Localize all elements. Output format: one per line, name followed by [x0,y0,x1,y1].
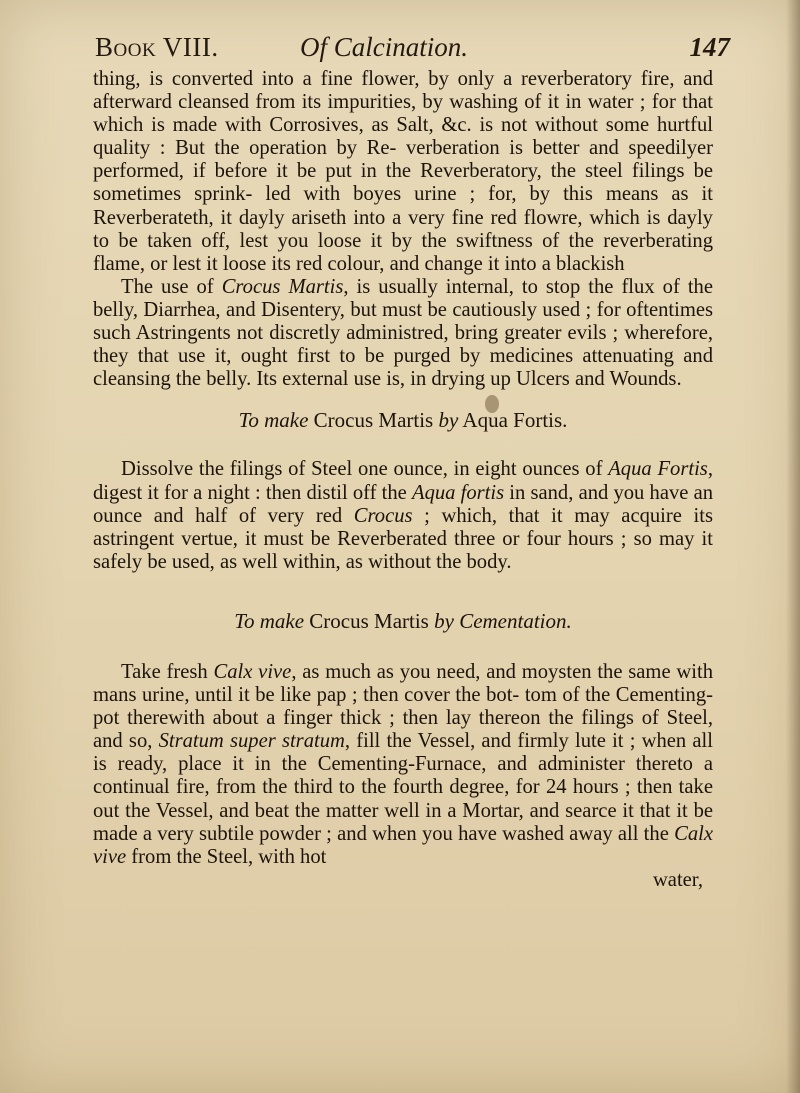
running-header [95,30,730,70]
text-line: in water ; for that which is made with Corrosives, as Salt, &c. [93,91,713,137]
italic-term: Calx vive [213,660,292,683]
heading-subject: Crocus Martis [313,408,434,433]
text-segment: , digest it for a night : then distil off the [93,458,713,504]
text-line: be purged by medicines attenuating and cleansing the belly. Its [93,345,713,391]
text-line: in the Cementing-Furnace, and administer thereto a continual [93,753,713,799]
section-heading-cementation [93,610,713,633]
book-label: Book VIII. [95,32,219,62]
text-line: , is usually internal, to stop the flux [343,275,655,298]
page-edge-shadow [786,0,800,1093]
text-line: take out the Vessel, and beat the matter well in a Mortar, and [93,776,713,822]
text-segment: , as much as you need, and moysten the [291,660,623,683]
italic-term: Aqua fortis [411,481,505,504]
text-line: it may acquire its astringent vertue, it must be Reverberated [93,504,713,550]
text-line: fire, and afterward cleansed from its impurities, by washing of it [93,68,714,114]
text-line: taken off, lest you loose it by the swiftness of the reverberating [147,229,714,252]
text-segment: Take fresh [121,660,214,683]
section-heading-aqua-fortis [93,409,713,432]
heading-by: by [434,608,454,633]
text-line: flame, or lest it loose its red colour, and change it into a blackish [93,252,625,275]
page-number: 147 [689,32,730,62]
paragraph-calcination-continued [93,68,713,276]
text-line: used ; for oftentimes such Astringents not discretly administred, [93,298,714,345]
italic-term: Aqua [608,458,652,481]
text-line: fill the Vessel, and firmly lute it ; when all is ready, place it [93,730,713,776]
italic-term: Calx vive [93,822,713,868]
text-line: same with mans urine, until it be like pap ; then cover the bot- [93,660,714,707]
heading-to-make: To make [238,408,309,433]
text-segment: Dissolve the filings of Steel one ounce, in eight ounces of [121,458,609,481]
text-segment: ; which, that [412,504,540,527]
heading-method: Cementation. [459,608,572,633]
heading-by: by [438,408,459,433]
heading-to-make: To make [234,608,305,633]
text-line: thing, is converted into a fine flower, by only a reverberatory [93,68,632,90]
text-line: fire, from the third to the fourth degree, for 24 hours ; then [175,776,673,799]
running-title: Of Calcination. [300,32,468,62]
text-segment: and you have an ounce and half of very red [93,481,714,527]
text-line: put in the Reverberatory, the steel filings be sometimes sprink- [93,160,714,206]
paragraph-cementation [93,661,713,869]
heading-method: Aqua Fortis. [462,408,568,433]
heading-subject: Crocus Martis [309,608,429,633]
text-line: dayly ariseth into a very fine red flowre, which is dayly to be [93,206,713,252]
text-line: is not without some hurtful quality : But the operation by Re- [93,114,713,160]
text-line: searce it that it be made a very subtile powder ; and when you [93,799,714,845]
italic-term: Stratum super stratum [158,730,345,753]
text-line: of the belly, Diarrhea, and Disentery, but must be cautiously [93,275,713,321]
paragraph-use-of-crocus [93,276,713,391]
text-line: three or four hours ; so may it safely be used, as well within, as [93,527,713,573]
paragraph-aqua-fortis [93,458,713,573]
text-line: verberation is better and speedilyer performed, if before it be [93,137,713,183]
italic-term: Fortis [657,458,708,481]
text-line: led with boyes urine ; for, by this means as it Reverberateth, it [93,183,713,229]
text-segment: , [344,730,351,753]
text-line: external use is, in drying up Ulcers and Wounds. [282,368,682,391]
text-segment: have washed away all the [458,822,675,845]
text-line: without the body. [368,550,512,573]
italic-term: Crocus [353,504,413,527]
text-segment: The use of [121,275,222,298]
text-segment: in sand, [504,481,574,504]
text-line: tom of the Cementing-pot therewith about a finger thick ; then [93,684,714,730]
italic-term: Crocus Martis [221,275,344,298]
catchword: water, [652,868,703,891]
text-segment: from the Steel, with hot [126,845,327,868]
text-segment: lay thereon the filings of Steel, and so, [93,707,713,753]
body-text [93,68,713,892]
ink-blot [485,395,499,413]
text-line: bring greater evils ; wherefore, they that use it, ought first to [93,322,713,368]
